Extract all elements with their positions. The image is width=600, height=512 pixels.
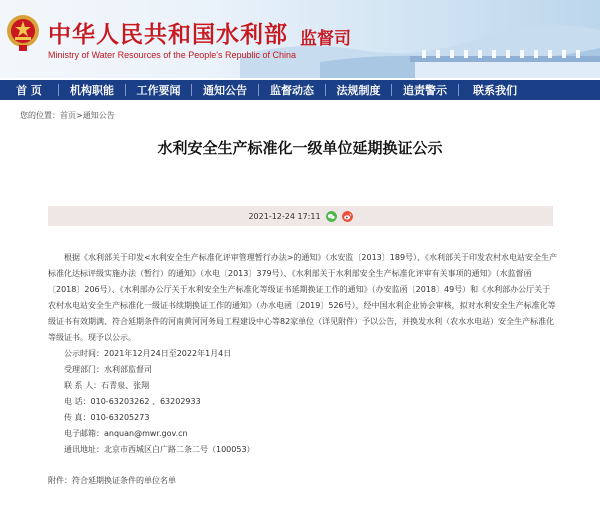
site-title: 中华人民共和国水利部: [48, 21, 288, 48]
info-department: 受理部门：水利部监督司: [64, 365, 152, 374]
nav-home[interactable]: 首 页: [16, 84, 42, 97]
nav-notices[interactable]: 通知公告: [203, 84, 247, 97]
nav-accountability[interactable]: 追责警示: [403, 84, 447, 97]
main-nav: [0, 80, 600, 100]
breadcrumb-separator: >: [76, 111, 83, 120]
publish-date: 2021-12-24 17:11: [248, 211, 321, 221]
nav-contact[interactable]: 联系我们: [473, 84, 517, 97]
info-publicity-period: 公示时间：2021年12月24日至2022年1月4日: [64, 349, 232, 358]
article-meta-bar: [48, 206, 553, 226]
breadcrumb-prefix: 您的位置：: [20, 111, 60, 120]
info-email: 电子邮箱：anquan@mwr.gov.cn: [64, 429, 188, 438]
department-name: 监督司: [300, 29, 351, 49]
info-phone: 电 话：010-63203262 、63202933: [64, 397, 201, 406]
article-body: [48, 250, 558, 458]
nav-functions[interactable]: 机构职能: [70, 84, 114, 97]
breadcrumb-home-link[interactable]: 首页: [60, 111, 76, 120]
article-title: 水利安全生产标准化一级单位延期换证公示: [157, 139, 443, 157]
site-banner: [0, 0, 600, 78]
info-fax: 传 真：010-63205273: [64, 413, 150, 422]
site-title-english: Ministry of Water Resources of the People's Republic of China: [48, 50, 296, 60]
national-emblem-icon: [6, 14, 40, 52]
weibo-icon[interactable]: [342, 211, 353, 222]
info-contact-person: 联 系 人：石青泉、张翔: [64, 381, 150, 390]
nav-supervision-news[interactable]: 监督动态: [270, 84, 314, 97]
banner-landscape: [240, 0, 600, 78]
nav-work-news[interactable]: 工作要闻: [136, 84, 181, 97]
article-paragraph: 根据《水利部关于印发<水利安全生产标准化评审管理暂行办法>的通知》（水安监〔2013〕189号）、《水利部关于印发农村水电站安全生产标准化达标评级实施办法（暂行）的通知》（水电〔2013〕379号）、《水利部关于水利部安全生产标准化评审有关事项的通知》（水监督函〔2018〕206号）、《水利部办公厅关于水利安全生产标准化等级证书延期换证工作的通知》（办安监函〔2018〕49号）和《水利部办公厅关于农村水电站安全生产标准化一级证书续期换证工作的通知》（办水电函〔2019〕526号），经中国水利企业协会审核，拟对水利安全生产标准化等级证书有效期满、符合延期条件的河南黄河河务局工程建设中心等82家单位（详见附件）予以公告，并换发水利（农水水电站）安全生产标准化等级证书。现予以公示。: [48, 253, 558, 342]
breadcrumb-current-link[interactable]: 通知公告: [82, 111, 115, 120]
wechat-icon[interactable]: [326, 211, 337, 222]
info-address: 通讯地址：北京市西城区白广路二条二号（100053）: [64, 445, 255, 454]
breadcrumb: [20, 110, 115, 121]
attachment-link[interactable]: 附件：符合延期换证条件的单位名单: [48, 476, 176, 485]
nav-regulations[interactable]: 法规制度: [336, 84, 381, 97]
